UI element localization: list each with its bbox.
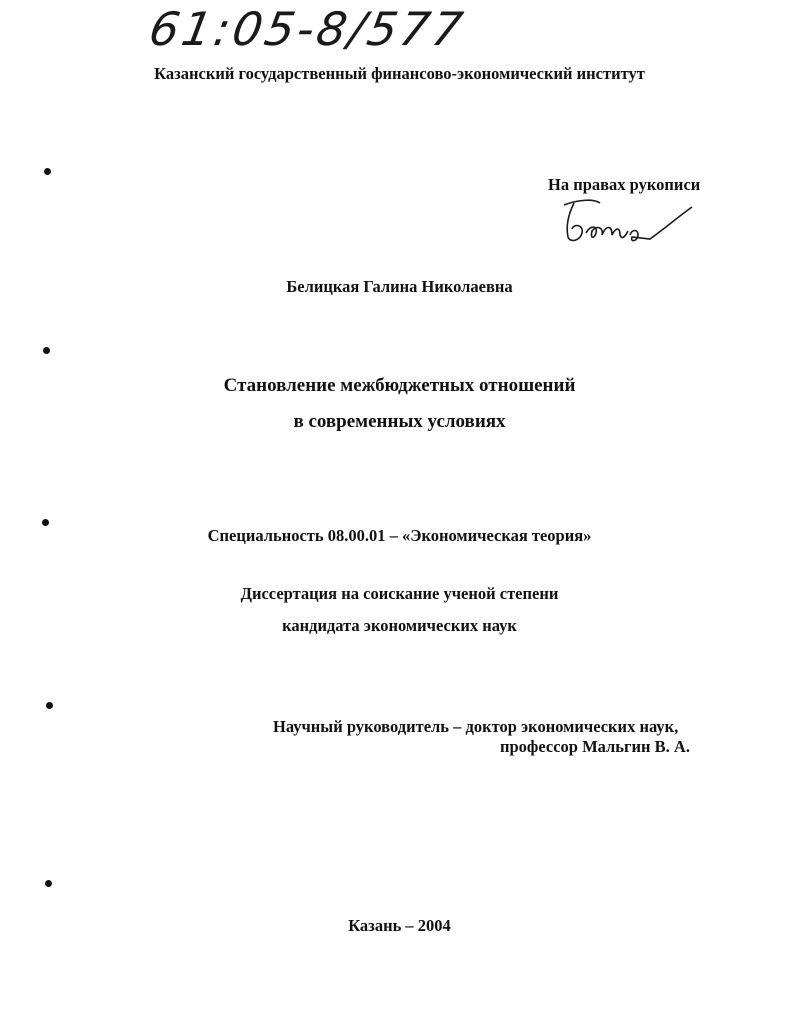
dissertation-title-line-1: Становление межбюджетных отношений	[223, 375, 576, 396]
degree-line-2: кандидата экономических наук	[282, 616, 517, 635]
supervisor-line-2: профессор Мальгин В. А.	[500, 737, 690, 756]
manuscript-rights-label: На правах рукописи	[548, 175, 701, 194]
handwritten-signature	[560, 195, 700, 250]
binding-hole-mark	[43, 347, 50, 354]
handwritten-archive-number: 61:05-8/577	[145, 2, 470, 56]
degree-line-1: Диссертация на соискание ученой степени	[240, 584, 559, 603]
dissertation-title-line-2: в современных условиях	[293, 411, 506, 432]
binding-hole-mark	[42, 519, 49, 526]
binding-hole-mark	[46, 702, 53, 709]
institute-name: Казанский государственный финансово-экономический институт	[154, 64, 645, 83]
author-name: Белицкая Галина Николаевна	[286, 277, 513, 296]
supervisor-line-1: Научный руководитель – доктор экономических наук,	[273, 717, 679, 736]
binding-hole-mark	[44, 168, 51, 175]
specialty: Специальность 08.00.01 – «Экономическая теория»	[207, 526, 592, 545]
city-year: Казань – 2004	[348, 916, 451, 935]
binding-hole-mark	[45, 880, 52, 887]
